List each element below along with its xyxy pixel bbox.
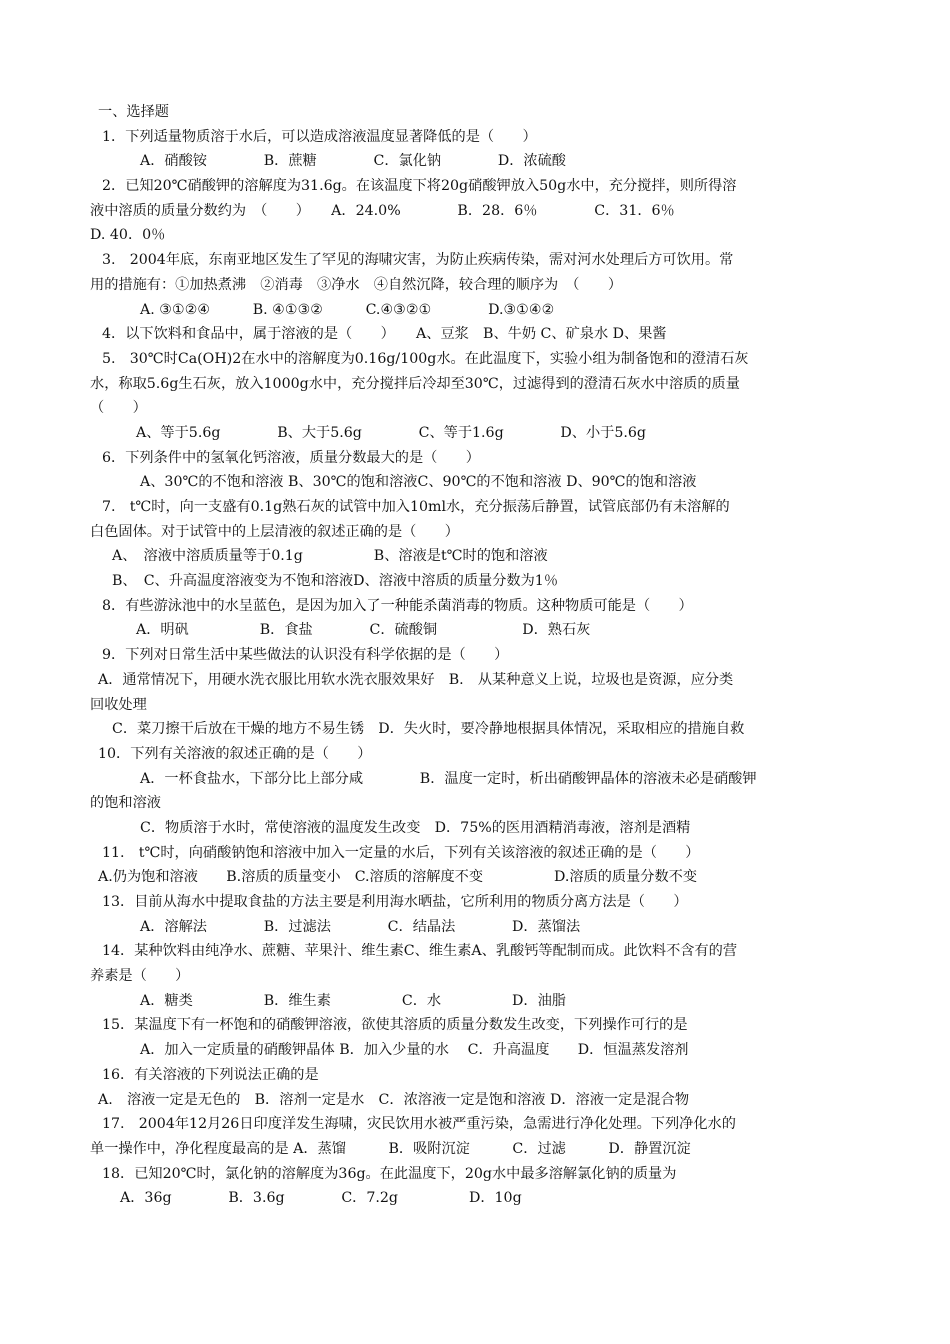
text-line: 4．以下饮料和食品中，属于溶液的是（ ） A、豆浆 B、牛奶 C、矿泉水 D、果酱	[102, 326, 667, 343]
text-line: C．物质溶于水时，常使溶液的温度发生改变 D．75%的医用酒精消毒液，溶剂是酒精	[140, 819, 691, 836]
text-line: 15．某温度下有一杯饱和的硝酸钾溶液，欲使其溶质的质量分数发生改变，下列操作可行的是	[102, 1017, 688, 1034]
document-page	[90, 100, 860, 1211]
text-line: B、 C、升高温度溶液变为不饱和溶液D、溶液中溶质的质量分数为1％	[112, 573, 559, 590]
text-line: （ ）	[90, 400, 147, 417]
text-line: 单一操作中，净化程度最高的是 A．蒸馏 B．吸附沉淀 C．过滤 D．静置沉淀	[90, 1140, 691, 1157]
text-line: 回收处理	[90, 696, 147, 713]
text-line: D. 40．0％	[90, 227, 166, 244]
text-line: A．一杯食盐水，下部分比上部分咸 B．温度一定时，析出硝酸钾晶体的溶液未必是硝酸钾	[140, 770, 757, 787]
text-line: A．通常情况下，用硬水洗衣服比用软水洗衣服效果好 B. 从某种意义上说，垃圾也是资源，应分类	[98, 671, 734, 688]
text-line: A．硝酸铵 B．蔗糖 C．氯化钠 D．浓硫酸	[140, 153, 566, 170]
text-line: 2．已知20℃硝酸钾的溶解度为31.6g。在该温度下将20g硝酸钾放入50g水中，充分搅拌，则所得溶	[102, 178, 737, 195]
text-line: 14．某种饮料由纯净水、蔗糖、苹果汁、维生素C、维生素A、乳酸钙等配制而成。此饮料不含有的营	[102, 943, 738, 960]
text-line: 9．下列对日常生活中某些做法的认识没有科学依据的是（ ）	[102, 647, 509, 664]
text-line: A、等于5.6g B、大于5.6g C、等于1.6g D、小于5.6g	[136, 424, 646, 441]
text-line: 7. t℃时，向一支盛有0.1g熟石灰的试管中加入10ml水，充分振荡后静置，试管底部仍有未溶解的	[102, 499, 730, 515]
text-line: 11. t℃时，向硝酸钠饱和溶液中加入一定量的水后，下列有关该溶液的叙述正确的是（ ）	[102, 844, 700, 861]
text-line: 液中溶质的质量分数约为 （ ） A．24.0% B．28．6％ C．31．6％	[90, 202, 675, 219]
text-line: 水，称取5.6g生石灰，放入1000g水中，充分搅拌后冷却至30℃，过滤得到的澄清石灰水中溶质的质量	[90, 375, 740, 392]
text-line: A．加入一定质量的硝酸钾晶体 B．加入少量的水 C．升高温度 D．恒温蒸发溶剂	[140, 1042, 689, 1059]
text-line: 1．下列适量物质溶于水后，可以造成溶液温度显著降低的是（ ）	[102, 128, 537, 145]
text-line: 的饱和溶液	[90, 795, 161, 812]
text-line: 18．已知20℃时，氯化钠的溶解度为36g。在此温度下，20g水中最多溶解氯化钠的质量为	[102, 1165, 677, 1182]
text-line: 5. 30℃时Ca(OH)2在水中的溶解度为0.16g/100g水。在此温度下，实验小组为制备饱和的澄清石灰	[102, 350, 749, 367]
text-line: A．溶解法 B．过滤法 C．结晶法 D．蒸馏法	[140, 918, 581, 935]
text-line: 17. 2004年12月26日印度洋发生海啸，灾民饮用水被严重污染，急需进行净化处理。下列净化水的	[102, 1116, 736, 1133]
text-line: 用的措施有：①加热煮沸 ②消毒 ③净水 ④自然沉降，较合理的顺序为 （ ）	[90, 276, 623, 293]
text-line: C．菜刀擦干后放在干燥的地方不易生锈 D．失火时，要冷静地根据具体情况，采取相应的措施自救	[112, 721, 745, 738]
text-line: A．明矾 B．食盐 C．硫酸铜 D．熟石灰	[136, 622, 591, 639]
text-line: 白色固体。对于试管中的上层清液的叙述正确的是（ ）	[90, 523, 459, 540]
text-line: 8．有些游泳池中的水呈蓝色，是因为加入了一种能杀菌消毒的物质。这种物质可能是（ ）	[102, 597, 693, 614]
text-line: A.仍为饱和溶液 B.溶质的质量变小 C.溶质的溶解度不变 D.溶质的质量分数不变	[98, 869, 698, 886]
text-line: 6．下列条件中的氢氧化钙溶液，质量分数最大的是（ ）	[102, 449, 480, 466]
text-line: A. 溶液一定是无色的 B．溶剂一定是水 C．浓溶液一定是饱和溶液 D．溶液一定是混合物	[98, 1091, 690, 1108]
section-title: 一、选择题	[98, 104, 169, 120]
text-line: 16．有关溶液的下列说法正确的是	[102, 1066, 319, 1083]
text-line: A、 溶液中溶质质量等于0.1g B、溶液是t℃时的饱和溶液	[112, 548, 548, 565]
text-line: A．36g B．3.6g C．7.2g D．10g	[120, 1190, 522, 1207]
text-line: A、30℃的不饱和溶液 B、30℃的饱和溶液C、90℃的不饱和溶液 D、90℃的饱和溶液	[140, 474, 697, 491]
text-line: 13．目前从海水中提取食盐的方法主要是利用海水晒盐，它所利用的物质分离方法是（ ）	[102, 894, 688, 910]
text-line: A. ③①②④ B. ④①③② C.④③②① D.③①④②	[140, 301, 555, 318]
question-list	[90, 125, 860, 1211]
text-line: A．糖类 B．维生素 C．水 D．油脂	[140, 992, 566, 1009]
text-line: 10．下列有关溶液的叙述正确的是（ ）	[98, 745, 372, 762]
text-line: 养素是（ ）	[90, 968, 190, 985]
text-line: 3. 2004年底，东南亚地区发生了罕见的海啸灾害，为防止疾病传染，需对河水处理后方可饮用。常	[102, 252, 734, 269]
